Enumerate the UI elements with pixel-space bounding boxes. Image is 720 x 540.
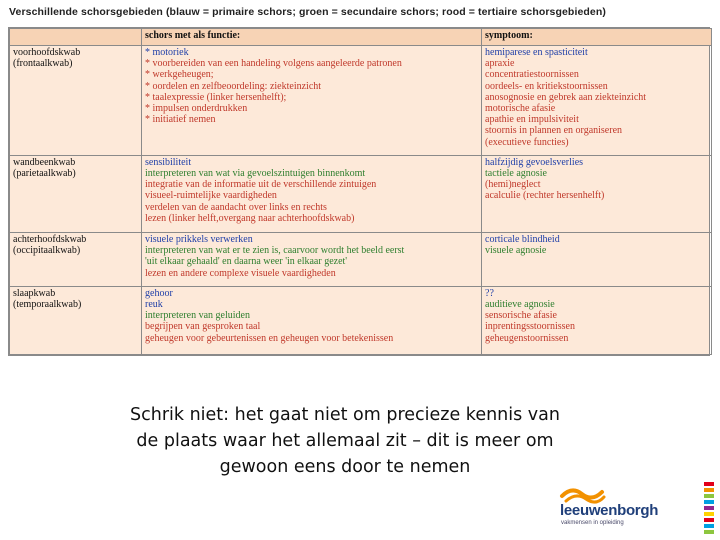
function-item: * werkgeheugen;	[145, 69, 214, 81]
region-name: (occipitaalkwab)	[13, 245, 81, 257]
cortex-table	[8, 27, 710, 356]
function-item: gehoor	[145, 287, 173, 299]
symptom-item: visuele agnosie	[485, 245, 547, 257]
header-region	[10, 29, 142, 46]
function-cell	[142, 46, 482, 156]
caption-line: Schrik niet: het gaat niet om precieze kennis van	[130, 405, 560, 425]
color-stripe	[704, 482, 714, 486]
table-row	[10, 155, 712, 232]
region-name: (temporaalkwab)	[13, 299, 82, 311]
function-cell	[142, 233, 482, 287]
function-item: interpreteren van geluiden	[145, 310, 250, 322]
function-item: begrijpen van gesproken taal	[145, 321, 261, 333]
symptom-item: anosognosie en gebrek aan ziekteinzicht	[485, 91, 647, 103]
function-item: sensibiliteit	[145, 156, 192, 168]
function-item: * initiatief nemen	[145, 114, 216, 126]
symptom-cell	[482, 155, 712, 232]
symptom-item: tactiele agnosie	[485, 167, 547, 179]
leeuwenborgh-logo	[556, 482, 676, 532]
symptom-item: (executieve functies)	[485, 136, 569, 148]
function-item: * taalexpressie (linker hersenhelft);	[145, 91, 287, 103]
color-stripe	[704, 518, 714, 522]
symptom-item: corticale blindheid	[485, 234, 560, 246]
function-cell	[142, 155, 482, 232]
region-name: (frontaalkwab)	[13, 58, 73, 70]
symptom-item: sensorische afasie	[485, 310, 557, 322]
symptom-item: oordeels- en kritiekstoornissen	[485, 80, 608, 92]
header-function: schors met als functie:	[142, 29, 482, 46]
region-cell	[10, 233, 142, 287]
caption-line: de plaats waar het allemaal zit – dit is meer om	[136, 431, 554, 451]
symptom-cell	[482, 233, 712, 287]
document-title: Verschillende schorsgebieden (blauw = primaire schors; groen = secundaire schors; rood = tertiaire schorsgebieden)	[9, 6, 606, 18]
region-name: achterhoofdskwab	[13, 234, 87, 246]
symptom-item: motorische afasie	[485, 103, 556, 115]
symptom-item: halfzijdig gevoelsverlies	[485, 156, 584, 168]
symptom-item: geheugenstoornissen	[485, 332, 569, 344]
function-item: visuele prikkels verwerken	[145, 234, 253, 246]
symptom-item: acalculie (rechter hersenhelft)	[485, 190, 605, 202]
symptom-item: auditieve agnosie	[485, 299, 555, 311]
table-row	[10, 286, 712, 354]
symptom-cell	[482, 286, 712, 354]
symptom-cell	[482, 46, 712, 156]
function-cell	[142, 286, 482, 354]
wave-logo-icon	[556, 482, 676, 504]
region-name: voorhoofdskwab	[13, 47, 81, 58]
table-row	[10, 233, 712, 287]
symptom-item: (hemi)neglect	[485, 179, 541, 191]
logo-tagline: vakmensen in opleiding	[561, 520, 624, 526]
function-item: * motoriek	[145, 47, 189, 58]
symptom-item: stoornis in plannen en organiseren	[485, 125, 623, 137]
function-item: integratie van de informatie uit de verschillende zintuigen	[145, 179, 377, 191]
color-stripe	[704, 500, 714, 504]
function-item: interpreteren van wat er te zien is, caarvoor wordt het beeld eerst	[145, 245, 405, 257]
function-item: reuk	[145, 299, 163, 311]
region-name: (parietaalkwab)	[13, 167, 76, 179]
function-item: * impulsen onderdrukken	[145, 103, 248, 115]
function-item: 'uit elkaar gehaald' en daarna weer 'in elkaar gezet'	[145, 256, 348, 268]
region-cell	[10, 46, 142, 156]
caption-text	[90, 402, 600, 480]
color-stripe	[704, 506, 714, 510]
header-symptom: symptoom:	[482, 29, 712, 46]
table-header-row	[10, 29, 712, 46]
color-stripes	[704, 482, 714, 534]
caption-line: gewoon eens door te nemen	[219, 457, 471, 477]
color-stripe	[704, 494, 714, 498]
function-item: * oordelen en zelfbeoordeling: ziekteinzicht	[145, 80, 322, 92]
function-item: * voorbereiden van een handeling volgens aangeleerde patronen	[145, 58, 402, 70]
function-item: interpreteren van wat via gevoelszintuigen binnenkomt	[145, 167, 366, 179]
symptom-item: apraxie	[485, 58, 515, 70]
region-cell	[10, 155, 142, 232]
region-name: wandbeenkwab	[13, 156, 76, 168]
symptom-item: hemiparese en spasticiteit	[485, 47, 588, 58]
color-stripe	[704, 530, 714, 534]
symptom-item: apathie en impulsiviteit	[485, 114, 579, 126]
function-item: verdelen van de aandacht over links en rechts	[145, 201, 327, 213]
function-item: lezen en andere complexe visuele vaardigheden	[145, 267, 336, 279]
region-cell	[10, 286, 142, 354]
function-item: geheugen voor gebeurtenissen en geheugen voor betekenissen	[145, 332, 394, 344]
function-item: visueel-ruimtelijke vaardigheden	[145, 190, 277, 202]
color-stripe	[704, 488, 714, 492]
color-stripe	[704, 512, 714, 516]
symptom-item: ??	[485, 287, 494, 299]
color-stripe	[704, 524, 714, 528]
symptom-item: concentratiestoornissen	[485, 69, 579, 81]
table-row	[10, 46, 712, 156]
symptom-item: inprentingsstoornissen	[485, 321, 575, 333]
region-name: slaapkwab	[13, 287, 56, 299]
logo-name: leeuwenborgh	[560, 502, 659, 519]
function-item: lezen (linker helft,overgang naar achterhoofdskwab)	[145, 212, 355, 224]
